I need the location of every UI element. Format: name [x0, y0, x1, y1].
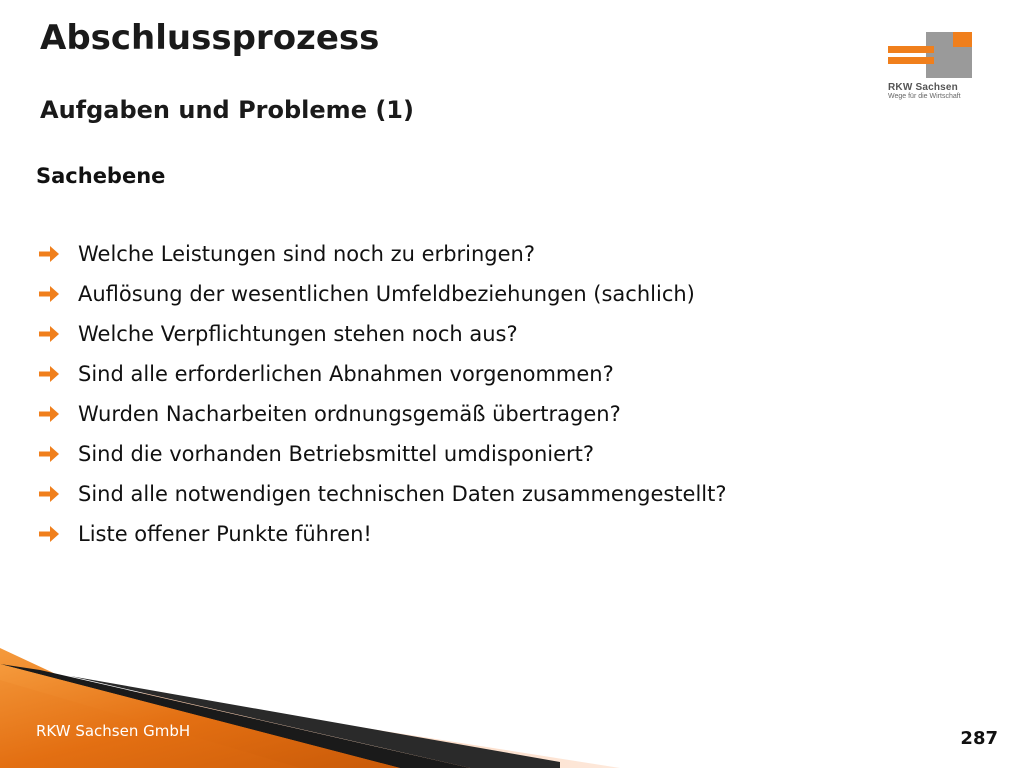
bullet-item — [38, 434, 727, 474]
bullet-item — [38, 234, 727, 274]
footer-company-name: RKW Sachsen GmbH — [36, 722, 191, 740]
arrow-right-icon — [38, 482, 78, 506]
arrow-right-icon — [38, 522, 78, 546]
page-number: 287 — [960, 728, 998, 749]
bullet-item — [38, 274, 727, 314]
slide-title: Abschlussprozess — [40, 18, 380, 58]
bullet-text: Sind die vorhanden Betriebsmittel umdisponiert? — [78, 442, 595, 466]
footer-swoosh-graphic — [0, 640, 1024, 768]
logo-name: RKW Sachsen — [888, 82, 958, 93]
bullet-item — [38, 314, 727, 354]
bullet-text: Welche Leistungen sind noch zu erbringen? — [78, 242, 536, 266]
arrow-right-icon — [38, 322, 78, 346]
bullet-list — [38, 234, 727, 554]
bullet-item — [38, 394, 727, 434]
slide-subtitle: Aufgaben und Probleme (1) — [40, 96, 414, 124]
arrow-right-icon — [38, 242, 78, 266]
section-heading: Sachebene — [36, 164, 166, 188]
bullet-text: Welche Verpflichtungen stehen noch aus? — [78, 322, 518, 346]
bullet-text: Liste offener Punkte führen! — [78, 522, 372, 546]
arrow-right-icon — [38, 282, 78, 306]
arrow-right-icon — [38, 402, 78, 426]
bullet-text: Sind alle erforderlichen Abnahmen vorgenommen? — [78, 362, 614, 386]
bullet-item — [38, 514, 727, 554]
logo-tagline: Wege für die Wirtschaft — [888, 93, 961, 100]
arrow-right-icon — [38, 362, 78, 386]
bullet-text: Sind alle notwendigen technischen Daten zusammengestellt? — [78, 482, 727, 506]
bullet-item — [38, 354, 727, 394]
bullet-text: Auflösung der wesentlichen Umfeldbeziehungen (sachlich) — [78, 282, 695, 306]
bullet-item — [38, 474, 727, 514]
arrow-right-icon — [38, 442, 78, 466]
bullet-text: Wurden Nacharbeiten ordnungsgemäß übertragen? — [78, 402, 621, 426]
